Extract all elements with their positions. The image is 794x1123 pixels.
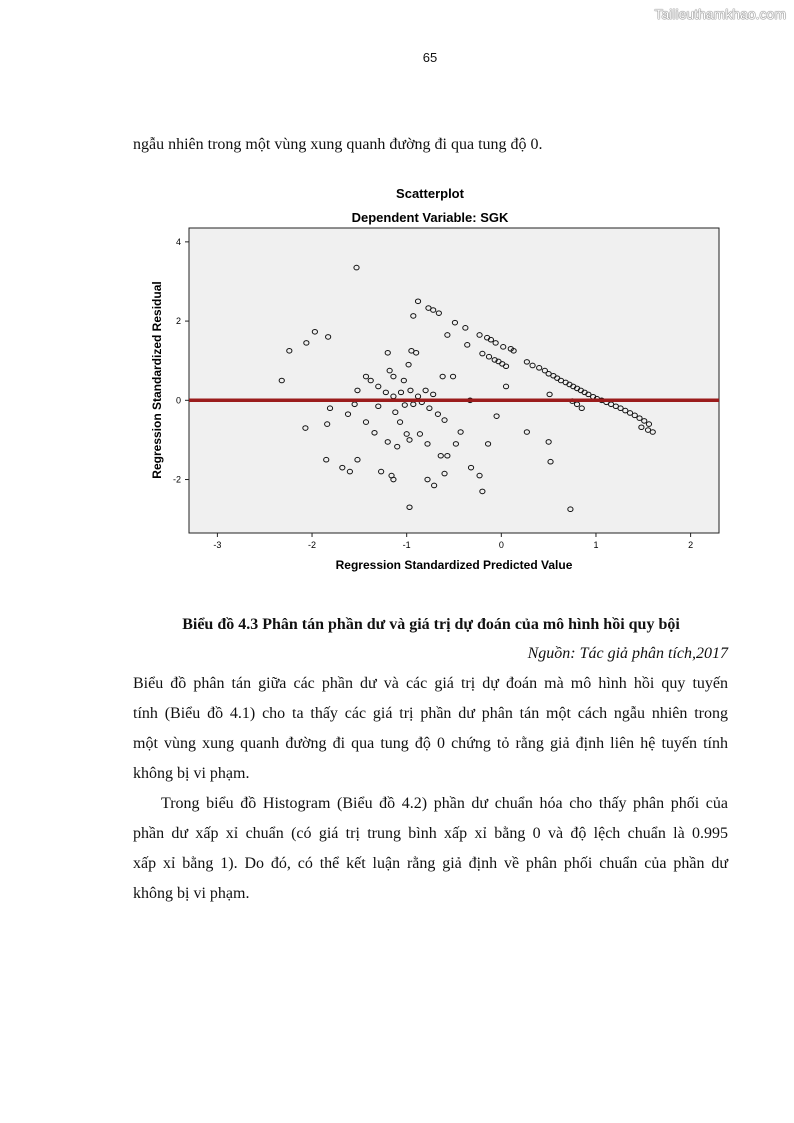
x-tick-label: 2: [688, 540, 694, 550]
paragraph1-line-4: không bị vi phạm.: [133, 765, 250, 782]
watermark: Tailieuthamkhao.com: [654, 6, 786, 22]
y-tick-label: 0: [175, 395, 181, 406]
scatterplot-chart: [140, 180, 740, 580]
y-tick-label: 2: [175, 316, 181, 327]
x-tick-label: -1: [402, 540, 411, 550]
figure-caption: Biểu đồ 4.3 Phân tán phần dư và giá trị dự đoán của mô hình hồi quy bội: [182, 616, 680, 633]
paragraph1-line-3: một vùng xung quanh đường đi qua tung độ 0 chứng tỏ rằng giả định liên hệ tuyến tính: [133, 735, 728, 752]
paragraph2-line-2: phần dư xấp xỉ chuẩn (có giá trị trung bình xấp xỉ bằng 0 và độ lệch chuẩn là 0.995: [133, 825, 728, 842]
x-axis-label: Regression Standardized Predicted Value: [335, 558, 573, 572]
x-tick-label: -3: [213, 540, 222, 550]
x-tick-label: 1: [593, 540, 599, 550]
intro-line: ngẫu nhiên trong một vùng xung quanh đường đi qua tung độ 0.: [133, 136, 543, 153]
y-tick-label: 4: [175, 236, 181, 247]
paragraph1-line-2: tính (Biểu đồ 4.1) cho ta thấy các giá trị phần dư phân tán một cách ngẫu nhiên trong: [133, 705, 728, 722]
chart-subtitle: Dependent Variable: SGK: [351, 210, 509, 225]
chart-title: Scatterplot: [396, 186, 464, 201]
y-tick-label: -2: [172, 474, 181, 485]
x-tick-label: -2: [308, 540, 317, 550]
x-tick-label: 0: [498, 540, 504, 550]
y-axis-label: Regression Standardized Residual: [150, 281, 164, 479]
paragraph2-line-4: không bị vi phạm.: [133, 885, 250, 902]
page-number: 65: [422, 50, 438, 65]
paragraph1-line-1: Biểu đồ phân tán giữa các phần dư và các giá trị dự đoán mà mô hình hồi quy tuyến: [133, 675, 728, 692]
figure-source: Nguồn: Tác giả phân tích,2017: [527, 645, 728, 662]
paragraph2-line-3: xấp xỉ bằng 1). Do đó, có thể kết luận rằng giả định về phân phối chuẩn của phần dư: [133, 855, 728, 872]
paragraph2-line-1: Trong biểu đồ Histogram (Biểu đồ 4.2) phần dư chuẩn hóa cho thấy phân phối của: [161, 795, 728, 812]
plot-area: [189, 228, 719, 533]
